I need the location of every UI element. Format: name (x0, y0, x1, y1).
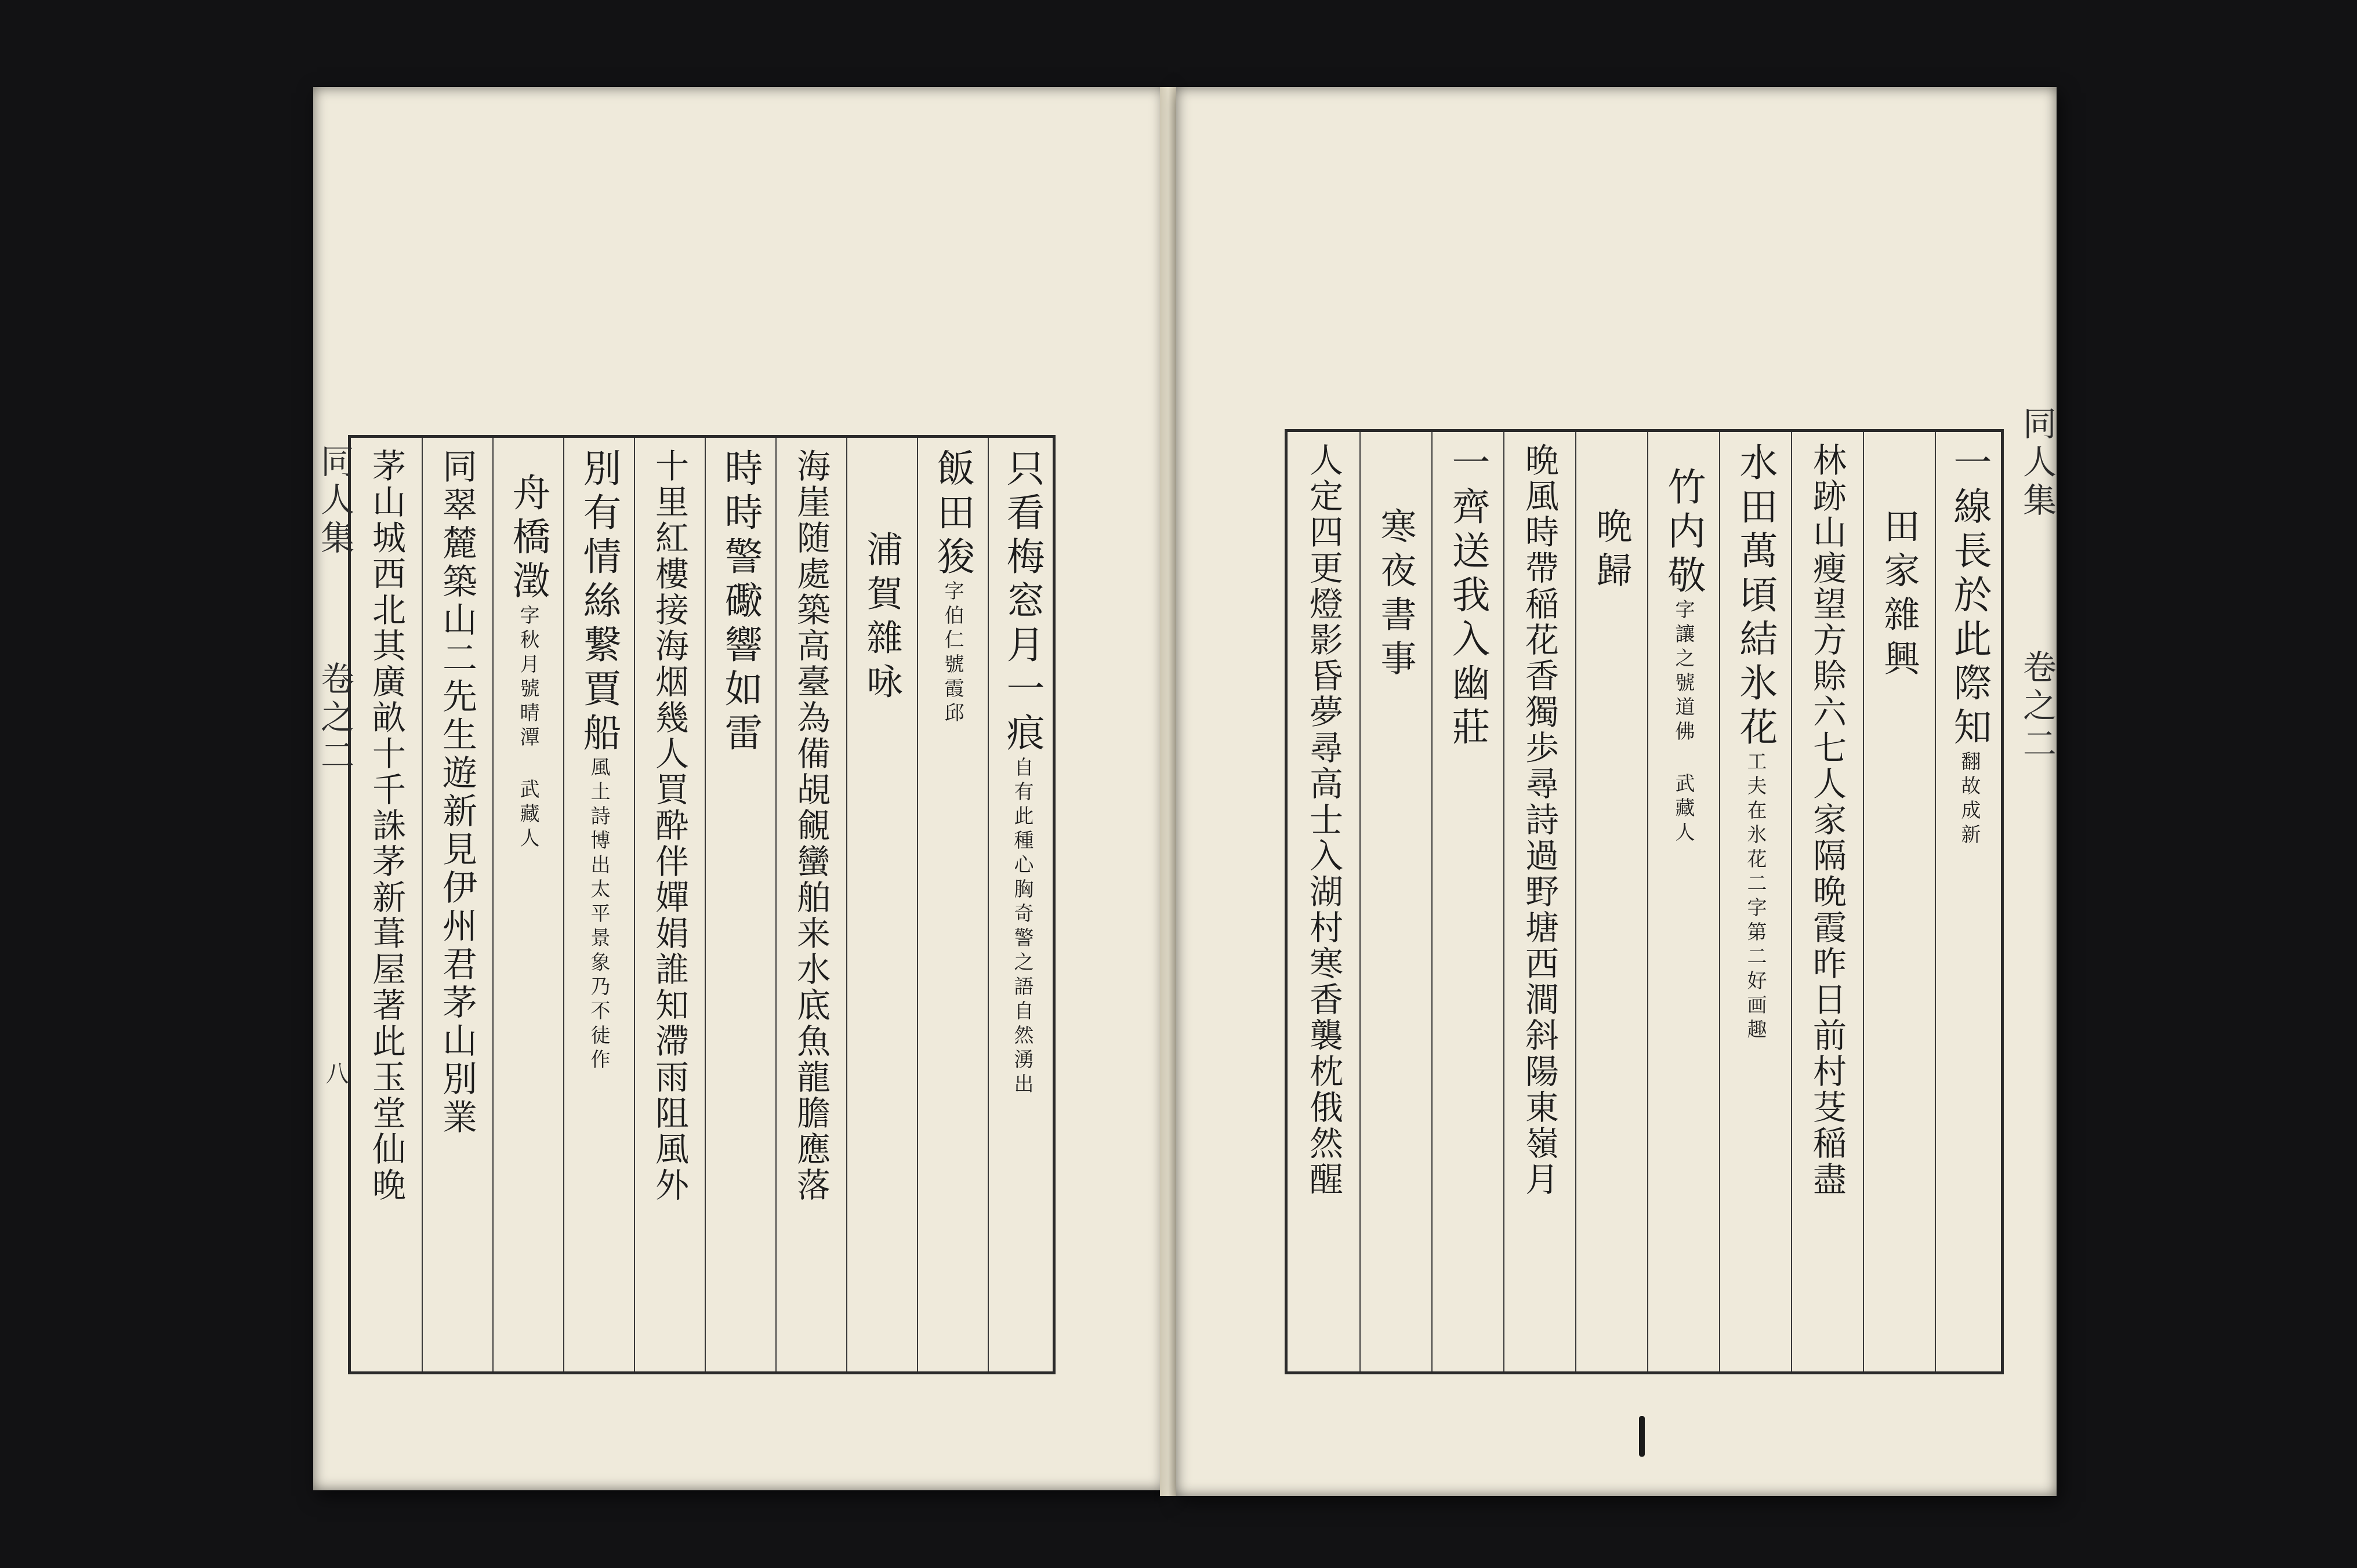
right-edge-title: 同人集 (2017, 406, 2057, 521)
right-col-10 (1288, 432, 1359, 1371)
left-col-10 (351, 438, 422, 1371)
verse-line: 茅山城西北其廣畝十千誅茅新葺屋著此玉堂仙晚 (367, 448, 406, 1203)
left-col-2 (917, 438, 988, 1371)
right-edge-volume: 卷之二 (2017, 649, 2057, 764)
left-col-9 (422, 438, 492, 1371)
commentary: 翻故成新 (1957, 751, 1981, 848)
right-text-frame (1285, 429, 2004, 1374)
right-col-3 (1791, 432, 1863, 1371)
right-col-2 (1863, 432, 1935, 1371)
poem-title: 晩歸 (1590, 507, 1633, 596)
verse-line: 只看梅窓月一痕 (1000, 448, 1045, 757)
poem-title: 田家雜興 (1878, 507, 1920, 684)
left-edge-volume: 卷之二 (315, 661, 354, 776)
left-col-8 (492, 438, 563, 1371)
author-note: 字秋月號晴潭 武藏人 (516, 605, 539, 852)
poem-title: 寒夜書事 (1375, 507, 1417, 684)
commentary: 工夫在氷花二字第二好画趣 (1743, 751, 1767, 1043)
left-col-4 (775, 438, 846, 1371)
right-col-7 (1503, 432, 1575, 1371)
poem-preface: 同翠麓築山二先生遊新見伊州君茅山別業 (437, 448, 477, 1137)
verse-line: 別有情絲繋賈船 (576, 448, 621, 757)
left-col-5 (705, 438, 775, 1371)
left-edge-title: 同人集 (315, 444, 354, 558)
verse-line: 水田萬頃結氷花 (1733, 442, 1778, 751)
verse-line: 晩風時帶稲花香獨歩尋詩過野塘西澗斜陽東嶺月 (1520, 442, 1559, 1197)
right-col-4 (1719, 432, 1791, 1371)
commentary: 自有此種心胸奇警之語自然湧出 (1010, 757, 1034, 1098)
right-col-5 (1647, 432, 1719, 1371)
poem-title: 浦賀雜咏 (861, 531, 903, 707)
commentary: 風土詩博出太平景象乃不徒作 (587, 757, 610, 1073)
left-col-7 (563, 438, 634, 1371)
left-page-number: 八 (322, 1061, 349, 1084)
verse-line: 一線長於此際知 (1947, 442, 1992, 751)
left-col-6 (634, 438, 705, 1371)
author-note: 字伯仁號霞邱 (941, 580, 964, 727)
author-name: 飯田狻 (930, 448, 975, 580)
verse-line: 林跡山瘦望方賒六七人家隔晩霞昨日前村芟稲盡 (1807, 442, 1847, 1197)
ink-mark (1639, 1416, 1645, 1457)
verse-line: 人定四更燈影昏夢尋高士入湖村寒香襲枕俄然醒 (1304, 442, 1343, 1197)
verse-line: 海崖随處築高臺為備覘覦蠻舶来水底魚龍膽應落 (791, 448, 831, 1203)
author-name: 竹内敬 (1661, 467, 1706, 599)
left-col-3 (846, 438, 917, 1371)
right-col-6 (1575, 432, 1647, 1371)
right-col-1 (1935, 432, 2003, 1371)
author-note: 字讓之號道佛 武藏人 (1671, 599, 1695, 846)
left-text-frame (348, 435, 1056, 1374)
author-name: 舟橋澂 (506, 473, 550, 605)
right-col-9 (1359, 432, 1431, 1371)
verse-line: 一齊送我入幽莊 (1445, 442, 1490, 751)
verse-line: 十里紅樓接海烟幾人買酔伴嬋娟誰知滯雨阻風外 (650, 448, 689, 1203)
verse-line: 時時警礮響如雷 (718, 448, 763, 757)
left-col-1 (988, 438, 1056, 1371)
right-col-8 (1431, 432, 1503, 1371)
